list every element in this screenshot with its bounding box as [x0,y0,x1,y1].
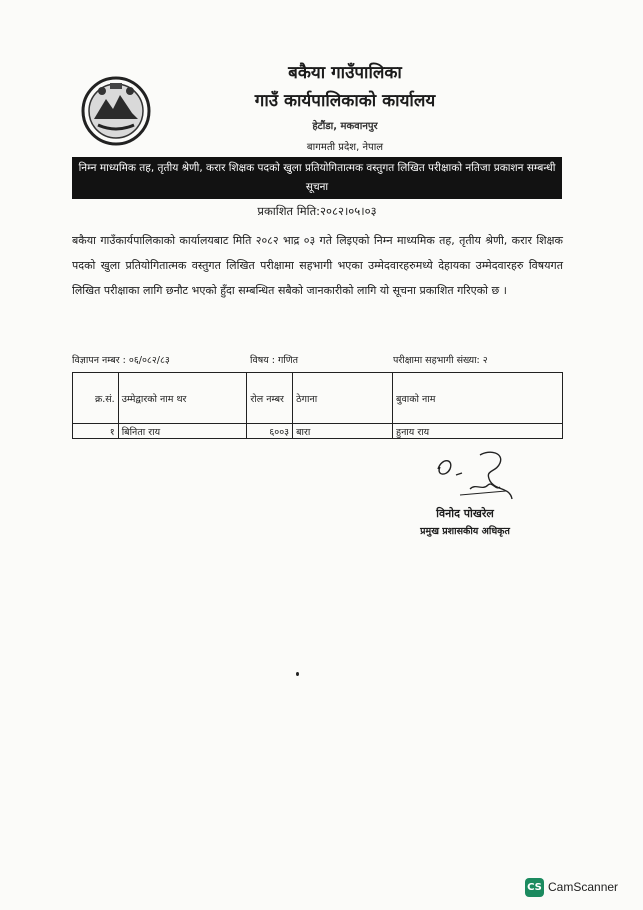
header-roll-number: रोल नम्बर [247,373,293,424]
scan-speck [296,672,299,676]
table-header-row [73,373,563,424]
exam-subject: विषय : गणित [250,355,299,366]
published-date: प्रकाशित मिति:२०८२।०५।०३ [257,204,377,218]
cell-roll-number: ६००३ [247,424,293,439]
header-serial: क्र.सं. [73,373,119,424]
cell-father-name: हुनाय राय [393,424,563,439]
camscanner-label: CamScanner [548,880,619,894]
signature-mark [430,447,520,507]
table-row [73,424,563,439]
notice-title: निम्न माध्यमिक तह, तृतीय श्रेणी, करार शिक्षक पदको खुला प्रतियोगितात्मक वस्तुगत लिखित परीक्षाको नतिजा प्रकाशन सम्बन्धी सूचना [72,157,562,199]
office-address: हेटौंडा, मकवानपुर [312,121,378,132]
office-name: गाउँ कार्यपालिकाको कार्यालय [254,91,436,111]
cell-serial: १ [73,424,119,439]
camscanner-icon: CS [525,878,544,897]
cell-address: बारा [293,424,393,439]
cell-candidate-name: बिनिता राय [118,424,247,439]
header-address: ठेगाना [293,373,393,424]
province-country: बागमती प्रदेश, नेपाल [306,142,384,153]
header-father-name: बुवाको नाम [393,373,563,424]
header-candidate-name: उम्मेद्वारको नाम थर [118,373,247,424]
notice-body: बकैया गाउँकार्यपालिकाको कार्यालयबाट मिति २०८२ भाद्र ०३ गते लिइएको निम्न माध्यमिक तह, तृतीय श्रेणी, करार शिक्षक पदको खुला प्रतियोगितात्मक वस्तुगत लिखित परीक्षामा सहभागी भएका उम्मेदवारहरुमध्ये देहायका उम्मेदवारहरु विषयगत लिखित परीक्षाका लागि छनौट भएको हुँदा सम्बन्धित सबैको जानकारीको लागि यो सूचना प्रकाशित गरिएको छ । [72,234,563,297]
participant-count: परीक्षामा सहभागी संख्या: २ [393,355,488,366]
result-table [72,372,563,439]
advertisement-number: विज्ञापन नम्बर : ०६/०८२/८३ [72,355,170,366]
nepal-emblem-icon [80,75,152,147]
municipality-name: बकैया गाउँपालिका [288,63,402,83]
camscanner-watermark [525,877,618,897]
signatory-title: प्रमुख प्रशासकीय अधिकृत [420,526,510,537]
signatory-name: विनोद पोखरेल [436,507,494,520]
